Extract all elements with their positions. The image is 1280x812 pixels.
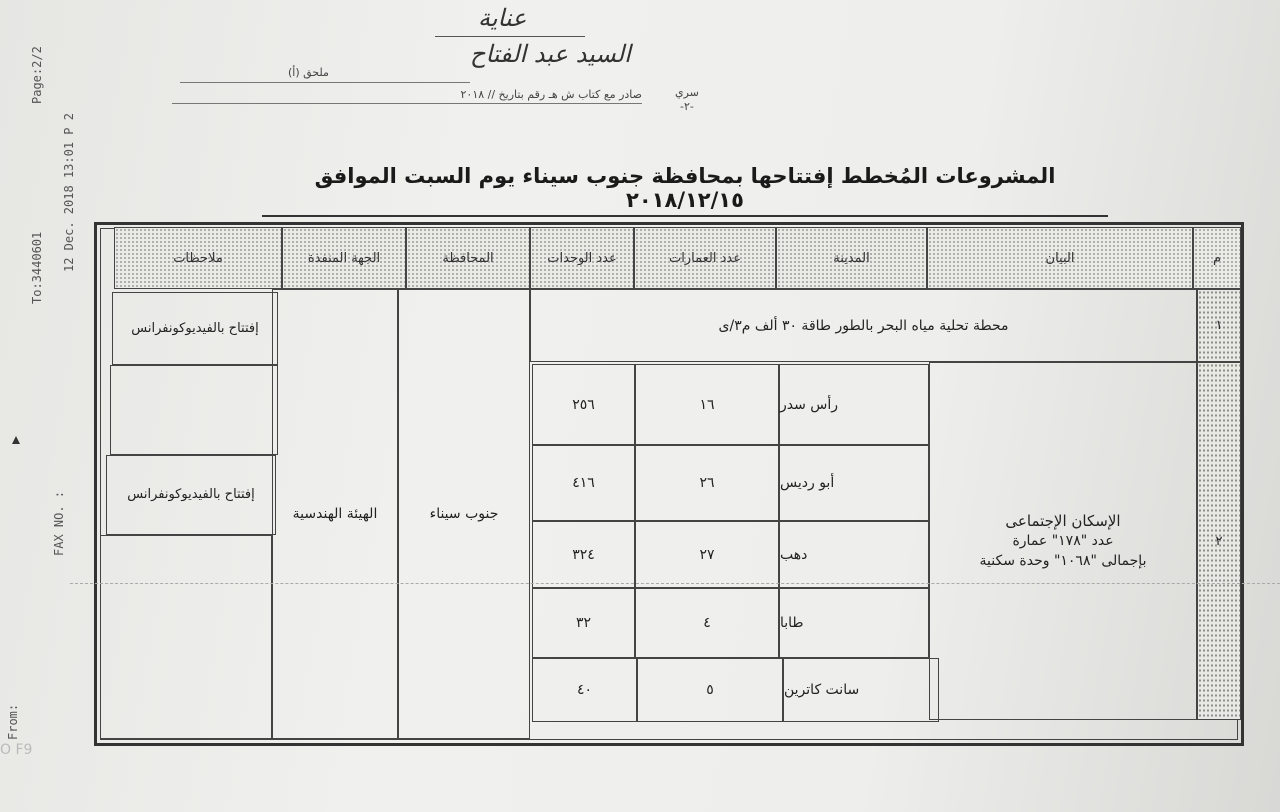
city-row-5-name: سانت كاترين <box>783 658 939 722</box>
row2-num: ٢ <box>1197 362 1241 720</box>
city-row-3-name: دهب <box>779 521 929 588</box>
fax-to-label: To:3440601 <box>30 231 44 304</box>
row2-statement <box>929 362 1197 720</box>
header-num: م <box>1193 227 1241 289</box>
city-row-5-units: ٤٠ <box>532 658 637 722</box>
fax-number-label: FAX NO. : <box>52 490 66 556</box>
handwritten-underline <box>435 36 585 37</box>
fax-fold-line <box>70 583 1280 584</box>
row1-num: ١ <box>1197 289 1241 362</box>
city-row-4-buildings: ٤ <box>635 588 779 658</box>
city-row-3-buildings: ٢٧ <box>635 521 779 588</box>
notes-empty-2 <box>100 535 272 739</box>
city-row-1-name: رأس سدر <box>779 364 929 445</box>
city-row-2-units: ٤١٦ <box>532 445 635 521</box>
city-row-5-buildings: ٥ <box>637 658 783 722</box>
city-row-1-buildings: ١٦ <box>635 364 779 445</box>
annex-label: ملحق (أ) <box>288 66 329 79</box>
page-title: المشروعات المُخطط إفتتاحها بمحافظة جنوب سيناء يوم السبت الموافق ٢٠١٨/١٢/١٥ <box>262 164 1108 217</box>
header-units: عدد الوحدات <box>530 227 634 289</box>
page-marker: -٢- <box>680 100 694 113</box>
governorate-cell: جنوب سيناء <box>398 289 530 739</box>
row1-note: إفتتاح بالفيديوكونفرانس <box>112 292 278 365</box>
header-notes: ملاحظات <box>114 227 282 289</box>
row2-statement-line1: الإسكان الإجتماعى <box>1005 512 1121 530</box>
city-row-2-buildings: ٢٦ <box>635 445 779 521</box>
handwritten-note-top: عناية <box>478 4 527 32</box>
issued-with-letter: صادر مع كتاب ش هـ رقم بتاريخ // ٢٠١٨ <box>172 88 642 104</box>
city-row-3-units: ٣٢٤ <box>532 521 635 588</box>
header-buildings: عدد العمارات <box>634 227 776 289</box>
row1-project: محطة تحلية مياه البحر بالطور طاقة ٣٠ ألف م٣/ى <box>530 289 1197 362</box>
header-city: المدينة <box>776 227 927 289</box>
header-statement: البيان <box>927 227 1193 289</box>
city-row-2-name: أبو رديس <box>779 445 929 521</box>
fax-datetime-label: 12 Dec. 2018 13:01 P 2 <box>62 113 76 272</box>
annex-line <box>180 82 470 83</box>
secret-label: سري <box>675 86 699 99</box>
fax-from-label: From: <box>6 703 20 740</box>
row2-statement-line2: عدد "١٧٨" عمارة <box>1012 533 1114 549</box>
header-governorate: المحافظة <box>406 227 530 289</box>
notes-empty-1 <box>110 365 278 455</box>
handwritten-note-name: السيد عبد الفتاح <box>470 40 631 68</box>
executor-cell: الهيئة الهندسية <box>272 289 398 739</box>
city-row-1-units: ٢٥٦ <box>532 364 635 445</box>
triangle-mark-icon <box>12 436 20 444</box>
row2-statement-line3: بإجمالى "١٠٦٨" وحدة سكنية <box>979 553 1147 569</box>
camera-watermark: O F9 <box>0 742 33 758</box>
header-executor: الجهة المنفذة <box>282 227 406 289</box>
city-row-4-units: ٣٢ <box>532 588 635 658</box>
fax-page-label: Page:2/2 <box>30 46 44 104</box>
classification-block <box>675 86 699 114</box>
city-row-4-name: طابا <box>779 588 929 658</box>
row2-note: إفتتاح بالفيديوكونفرانس <box>106 455 276 535</box>
